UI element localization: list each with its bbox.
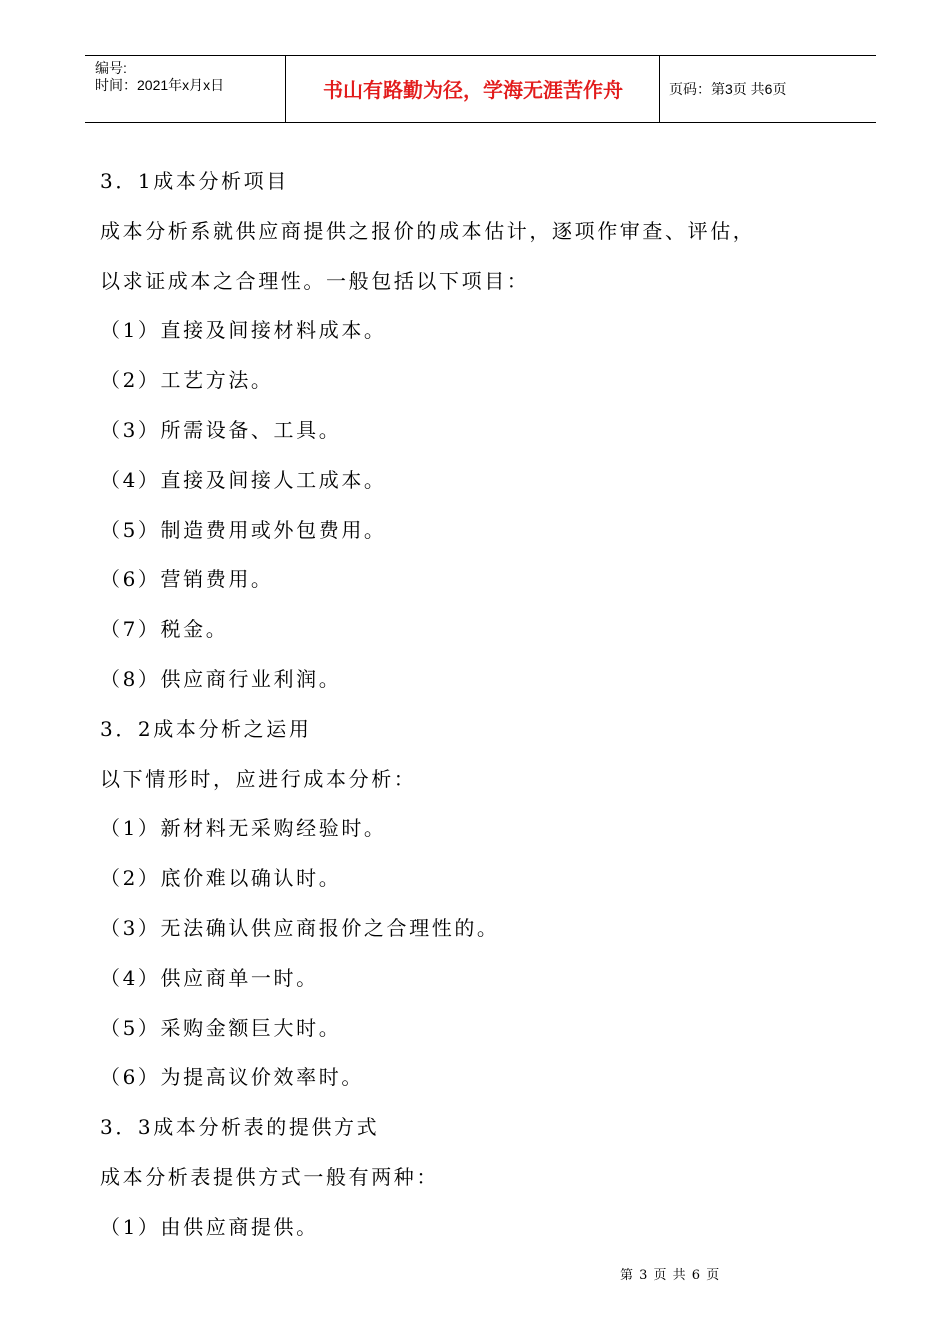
list-item: （4）直接及间接人工成本。 bbox=[100, 467, 387, 492]
list-item: （8）供应商行业利润。 bbox=[100, 666, 342, 691]
paragraph-line: 以下情形时，应进行成本分析： bbox=[100, 766, 417, 791]
list-item: （6）为提高议价效率时。 bbox=[100, 1065, 364, 1090]
list-item: （6）营销费用。 bbox=[100, 567, 274, 592]
header-right-cell bbox=[660, 56, 876, 122]
list-item: （2）工艺方法。 bbox=[100, 368, 274, 393]
header-motto: 书山有路勤为径，学海无涯苦作舟 bbox=[323, 78, 623, 102]
list-item: （4）供应商单一时。 bbox=[100, 965, 319, 990]
list-item: （5）制造费用或外包费用。 bbox=[100, 517, 387, 542]
document-time-label: 时间：2021年x月x日 bbox=[95, 77, 225, 93]
list-item: （1）新材料无采购经验时。 bbox=[100, 816, 387, 841]
section-heading: 3．2成本分析之运用 bbox=[100, 716, 312, 741]
list-item: （1）直接及间接材料成本。 bbox=[100, 318, 387, 343]
section-heading: 3．1成本分析项目 bbox=[100, 169, 289, 193]
list-item: （1）由供应商提供。 bbox=[100, 1214, 319, 1239]
section-heading: 3．3成本分析表的提供方式 bbox=[100, 1115, 380, 1140]
paragraph-line: 成本分析系就供应商提供之报价的成本估计，逐项作审查、评估， bbox=[100, 218, 756, 243]
list-item: （3）所需设备、工具。 bbox=[100, 417, 342, 442]
document-body bbox=[100, 164, 880, 1260]
paragraph-line: 以求证成本之合理性。一般包括以下项目： bbox=[100, 268, 530, 293]
list-item: （2）底价难以确认时。 bbox=[100, 866, 342, 891]
header-page-label: 页码：第3页 共6页 bbox=[669, 81, 787, 97]
footer-page-number: 第 3 页 共 6 页 bbox=[620, 1268, 721, 1283]
list-item: （7）税金。 bbox=[100, 617, 229, 642]
header-motto-cell bbox=[286, 56, 660, 122]
document-number-label: 编号: bbox=[95, 60, 127, 76]
list-item: （3）无法确认供应商报价之合理性的。 bbox=[100, 915, 500, 940]
paragraph-line: 成本分析表提供方式一般有两种： bbox=[100, 1164, 439, 1189]
list-item: （5）采购金额巨大时。 bbox=[100, 1015, 342, 1040]
page-header bbox=[85, 55, 876, 123]
header-left-cell bbox=[85, 56, 286, 122]
